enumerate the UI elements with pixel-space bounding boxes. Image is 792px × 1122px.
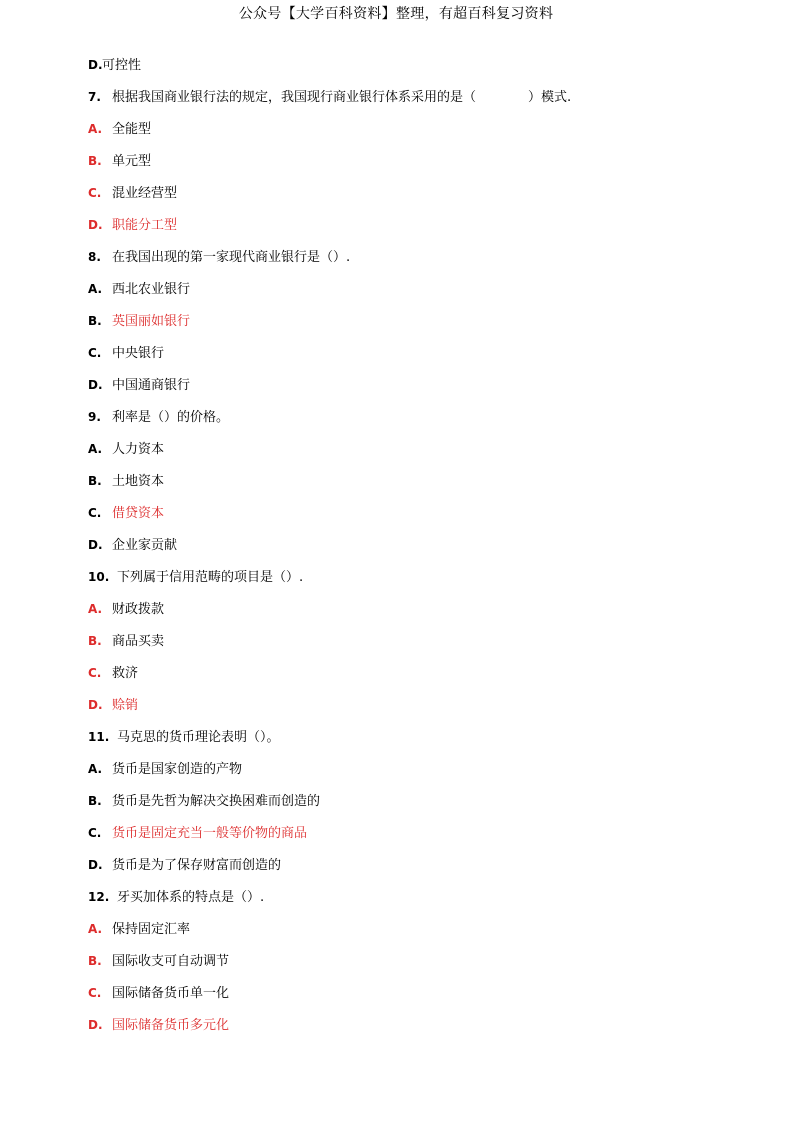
answer-option: [88, 278, 748, 310]
option-text: 商品买卖: [112, 634, 165, 649]
option-letter: B.: [88, 634, 102, 648]
option-letter: D.: [88, 698, 103, 712]
correct-answer-text: 国际储备货币多元化: [112, 1018, 230, 1033]
question-stem: [88, 406, 748, 438]
option-text: 财政拨款: [112, 602, 165, 617]
option-letter: B.: [88, 474, 102, 488]
answer-option: [88, 1014, 748, 1046]
option-letter: A.: [88, 922, 103, 936]
answer-option: [88, 502, 748, 534]
answer-option: [88, 918, 748, 950]
answer-option: [88, 470, 748, 502]
option-text: 中央银行: [112, 346, 165, 361]
option-letter: B.: [88, 314, 102, 328]
option-text: 国际储备货币单一化: [112, 986, 230, 1001]
option-text: 国际收支可自动调节: [112, 954, 230, 969]
question-stem: [88, 726, 748, 758]
option-text: 企业家贡献: [112, 538, 178, 553]
answer-option: [88, 534, 748, 566]
option-letter: B.: [88, 154, 102, 168]
question-stem: [88, 886, 748, 918]
page-header: [0, 5, 792, 23]
option-letter: D.: [88, 1018, 103, 1032]
correct-answer-text: 英国丽如银行: [112, 314, 191, 329]
option-text: 货币是为了保存财富而创造的: [112, 858, 282, 873]
answer-option: [88, 342, 748, 374]
option-letter: C.: [88, 186, 102, 200]
correct-answer-text: 赊销: [112, 698, 139, 713]
option-text: 人力资本: [112, 442, 165, 457]
answer-option: [88, 758, 748, 790]
question-number: 7.: [88, 90, 101, 104]
question-stem: [88, 566, 748, 598]
answer-option: [88, 694, 748, 726]
question-text: 在我国出现的第一家现代商业银行是（）.: [112, 250, 351, 265]
answer-option: [88, 854, 748, 886]
option-letter: C.: [88, 986, 102, 1000]
question-list: [88, 54, 748, 1046]
correct-answer-text: 借贷资本: [112, 506, 165, 521]
question-text: 马克思的货币理论表明（）。: [117, 730, 280, 745]
option-letter: A.: [88, 762, 103, 776]
answer-option: [88, 982, 748, 1014]
question-text: 利率是（）的价格。: [112, 410, 230, 425]
option-letter: C.: [88, 666, 102, 680]
question-text: 下列属于信用范畴的项目是（）.: [117, 570, 304, 585]
option-letter: D.: [88, 58, 103, 72]
option-letter: D.: [88, 858, 103, 872]
option-letter: D.: [88, 218, 103, 232]
answer-option: [88, 790, 748, 822]
option-text: 货币是先哲为解决交换困难而创造的: [112, 794, 321, 809]
answer-option: [88, 374, 748, 406]
option-text: 货币是国家创造的产物: [112, 762, 243, 777]
question-number: 8.: [88, 250, 101, 264]
option-text: 中国通商银行: [112, 378, 191, 393]
answer-option: [88, 662, 748, 694]
option-text: 西北农业银行: [112, 282, 191, 297]
option-letter: A.: [88, 122, 103, 136]
option-letter: A.: [88, 282, 103, 296]
option-text: 单元型: [112, 154, 152, 169]
option-text: 救济: [112, 666, 139, 681]
question-stem: [88, 86, 748, 118]
option-letter: C.: [88, 506, 102, 520]
answer-option: [88, 438, 748, 470]
option-letter: A.: [88, 602, 103, 616]
correct-answer-text: 货币是固定充当一般等价物的商品: [112, 826, 308, 841]
option-letter: D.: [88, 378, 103, 392]
option-letter: D.: [88, 538, 103, 552]
question-text: 牙买加体系的特点是（）.: [117, 890, 265, 905]
answer-option: [88, 630, 748, 662]
option-text: 保持固定汇率: [112, 922, 191, 937]
answer-option: [88, 822, 748, 854]
question-text: 根据我国商业银行法的规定，我国现行商业银行体系采用的是（ ）模式.: [112, 90, 572, 105]
answer-option: [88, 214, 748, 246]
answer-option: [88, 182, 748, 214]
question-number: 10.: [88, 570, 110, 584]
lead-option: [88, 54, 748, 86]
option-text: 土地资本: [112, 474, 165, 489]
option-letter: B.: [88, 794, 102, 808]
header-title: 公众号【大学百科资料】整理，有超百科复习资料: [238, 6, 554, 22]
option-text: 可控性: [102, 58, 142, 73]
question-number: 9.: [88, 410, 101, 424]
correct-answer-text: 职能分工型: [112, 218, 178, 233]
option-letter: A.: [88, 442, 103, 456]
option-letter: C.: [88, 346, 102, 360]
answer-option: [88, 310, 748, 342]
answer-option: [88, 598, 748, 630]
question-number: 11.: [88, 730, 110, 744]
question-number: 12.: [88, 890, 110, 904]
answer-option: [88, 118, 748, 150]
question-stem: [88, 246, 748, 278]
answer-option: [88, 950, 748, 982]
option-letter: C.: [88, 826, 102, 840]
option-text: 混业经营型: [112, 186, 178, 201]
option-letter: B.: [88, 954, 102, 968]
answer-option: [88, 150, 748, 182]
option-text: 全能型: [112, 122, 152, 137]
